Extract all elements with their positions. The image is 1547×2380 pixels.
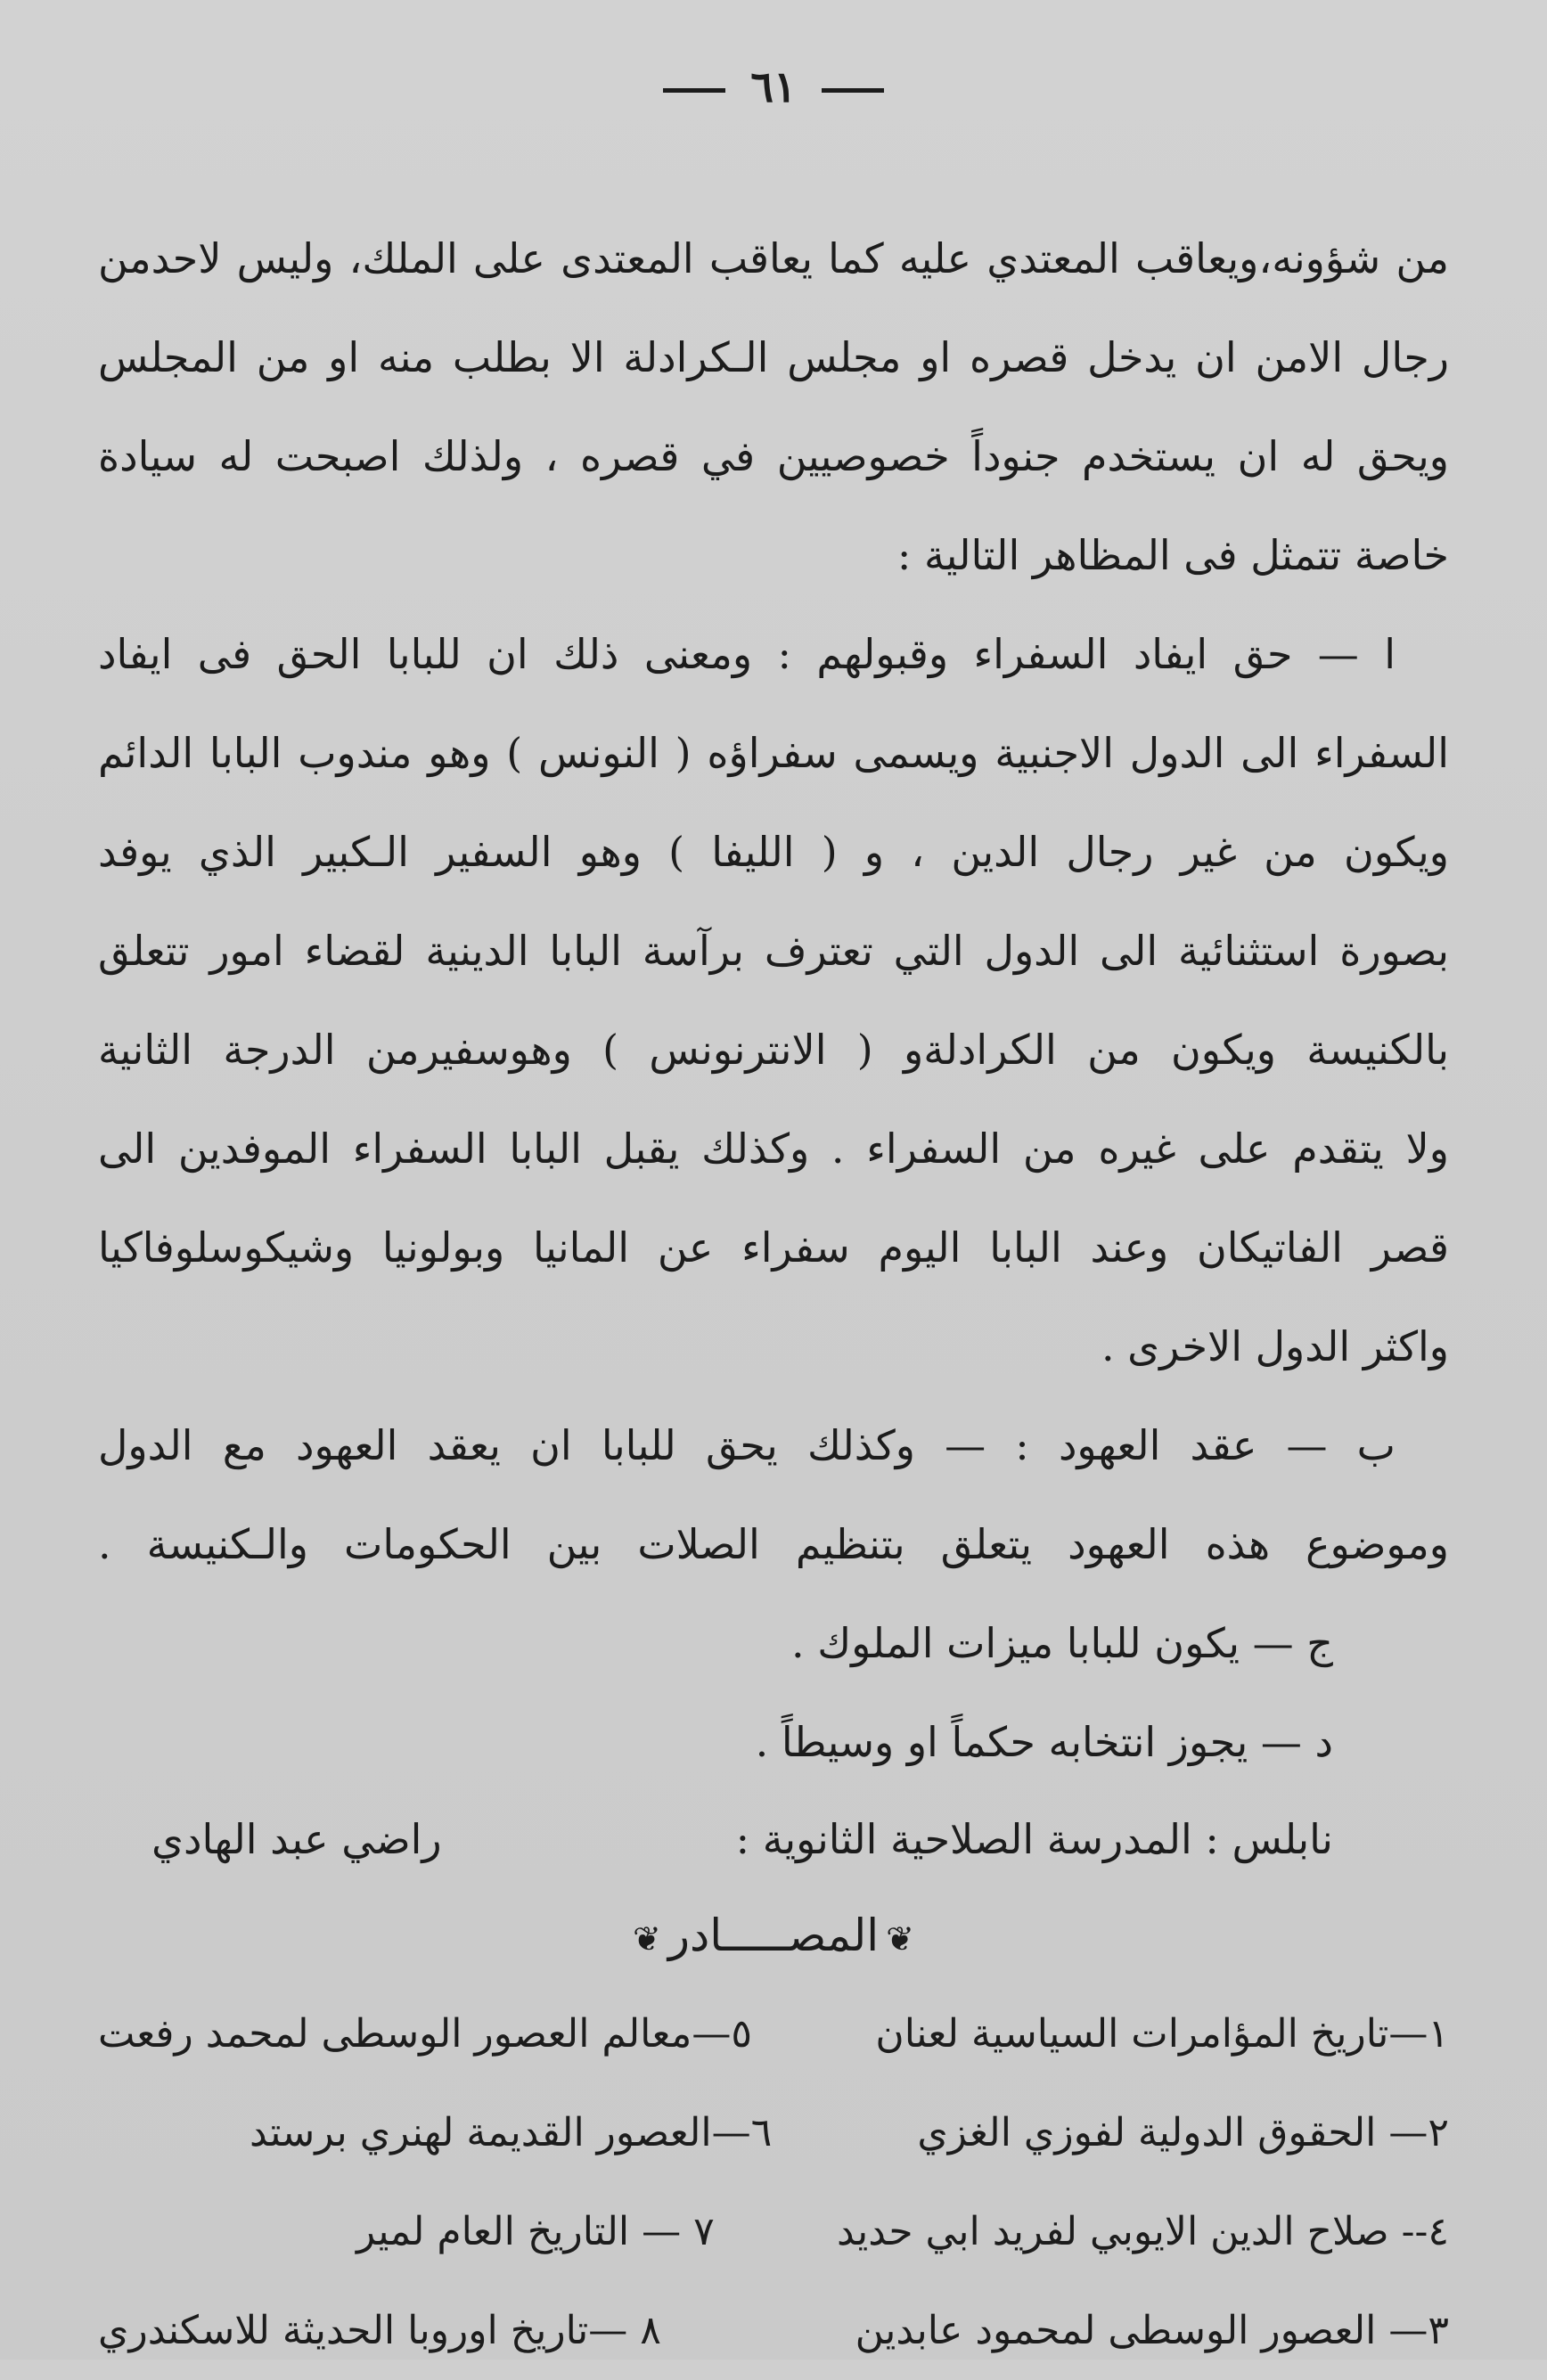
sources-row xyxy=(98,2083,1449,2182)
sources-row xyxy=(98,2281,1449,2380)
left-dash xyxy=(663,88,725,93)
item-a-line: ا — حق ايفاد السفراء وقبولهم : ومعنى ذلك ان للبابا الحق فى ايفاد xyxy=(98,630,1396,678)
item-a-line: بصورة استثنائية الى الدول التي تعترف برآسة البابا الدينية لقضاء امور تتعلق xyxy=(98,927,1449,975)
right-dash xyxy=(822,88,884,93)
source-item: ٦—العصور القديمة لهنري برستد xyxy=(250,2110,773,2155)
item-b-line: وموضوع هذه العهود يتعلق بتنظيم الصلات بين الحكومات والـكنيسة . xyxy=(98,1520,1449,1568)
signature-line xyxy=(98,1792,1449,1886)
body-text xyxy=(98,209,1449,2380)
item-a-line: قصر الفاتيكان وعند البابا اليوم سفراء عن المانيا وبولونيا وشيكوسلوفاكيا xyxy=(98,1223,1449,1272)
ornament-icon: ❦ xyxy=(633,1919,661,1959)
source-item: ٨ —تاريخ اوروبا الحديثة للاسكندري xyxy=(98,2308,661,2353)
item-a-line: السفراء الى الدول الاجنبية ويسمى سفراؤه ( النونس ) وهو مندوب البابا الدائم xyxy=(98,729,1449,777)
signature-author: راضي عبد الهادي xyxy=(151,1815,442,1863)
ornament-icon: ❦ xyxy=(886,1919,914,1959)
item-a-line: ويكون من غير رجال الدين ، و ( الليفا ) وهو السفير الـكبير الذي يوفد xyxy=(98,828,1450,876)
source-item: ٥—معالم العصور الوسطى لمحمد رفعت xyxy=(98,2011,752,2057)
sources-heading xyxy=(98,1886,1449,1984)
sources-heading-text: المصـــــادر xyxy=(667,1910,880,1961)
paragraph-line: خاصة تتمثل فى المظاهر التالية : xyxy=(896,531,1449,579)
source-item: ١—تاريخ المؤامرات السياسية لعنان xyxy=(875,2011,1449,2057)
item-a-line: واكثر الدول الاخرى . xyxy=(1101,1322,1449,1370)
item-c-line: ج — يكون للبابا ميزات الملوك . xyxy=(790,1619,1333,1667)
page-number-header xyxy=(0,62,1547,112)
signature-school: نابلس : المدرسة الصلاحية الثانوية : xyxy=(735,1815,1333,1863)
item-a-line: بالكنيسة ويكون من الكرادلةو ( الانترنونس ) وهوسفيرمن الدرجة الثانية xyxy=(98,1026,1449,1074)
source-item: ٢— الحقوق الدولية لفوزي الغزي xyxy=(917,2110,1449,2155)
paragraph-line: ويحق له ان يستخدم جنوداً خصوصيين في قصره ، ولذلك اصبحت له سيادة xyxy=(98,432,1449,480)
item-b-line: ب — عقد العهود : — وكذلك يحق للبابا ان يعقد العهود مع الدول xyxy=(98,1421,1396,1469)
item-a-line: ولا يتقدم على غيره من السفراء . وكذلك يقبل البابا السفراء الموفدين الى xyxy=(98,1125,1449,1173)
paragraph-line: رجال الامن ان يدخل قصره او مجلس الـكرادلة الا بطلب منه او من المجلس xyxy=(98,333,1449,381)
item-d-line: د — يجوز انتخابه حكماً او وسيطاً . xyxy=(755,1718,1333,1766)
source-item: ٣— العصور الوسطى لمحمود عابدين xyxy=(855,2308,1449,2353)
sources-row xyxy=(98,1984,1449,2083)
source-item: ٧ — التاريخ العام لمير xyxy=(356,2209,715,2254)
source-item: ٤-- صلاح الدين الايوبي لفريد ابي حديد xyxy=(836,2209,1449,2254)
paragraph-line: من شؤونه،ويعاقب المعتدي عليه كما يعاقب المعتدى على الملك، وليس لاحدمن xyxy=(98,234,1449,282)
sources-row xyxy=(98,2182,1449,2281)
page-number: ٦١ xyxy=(750,62,797,112)
